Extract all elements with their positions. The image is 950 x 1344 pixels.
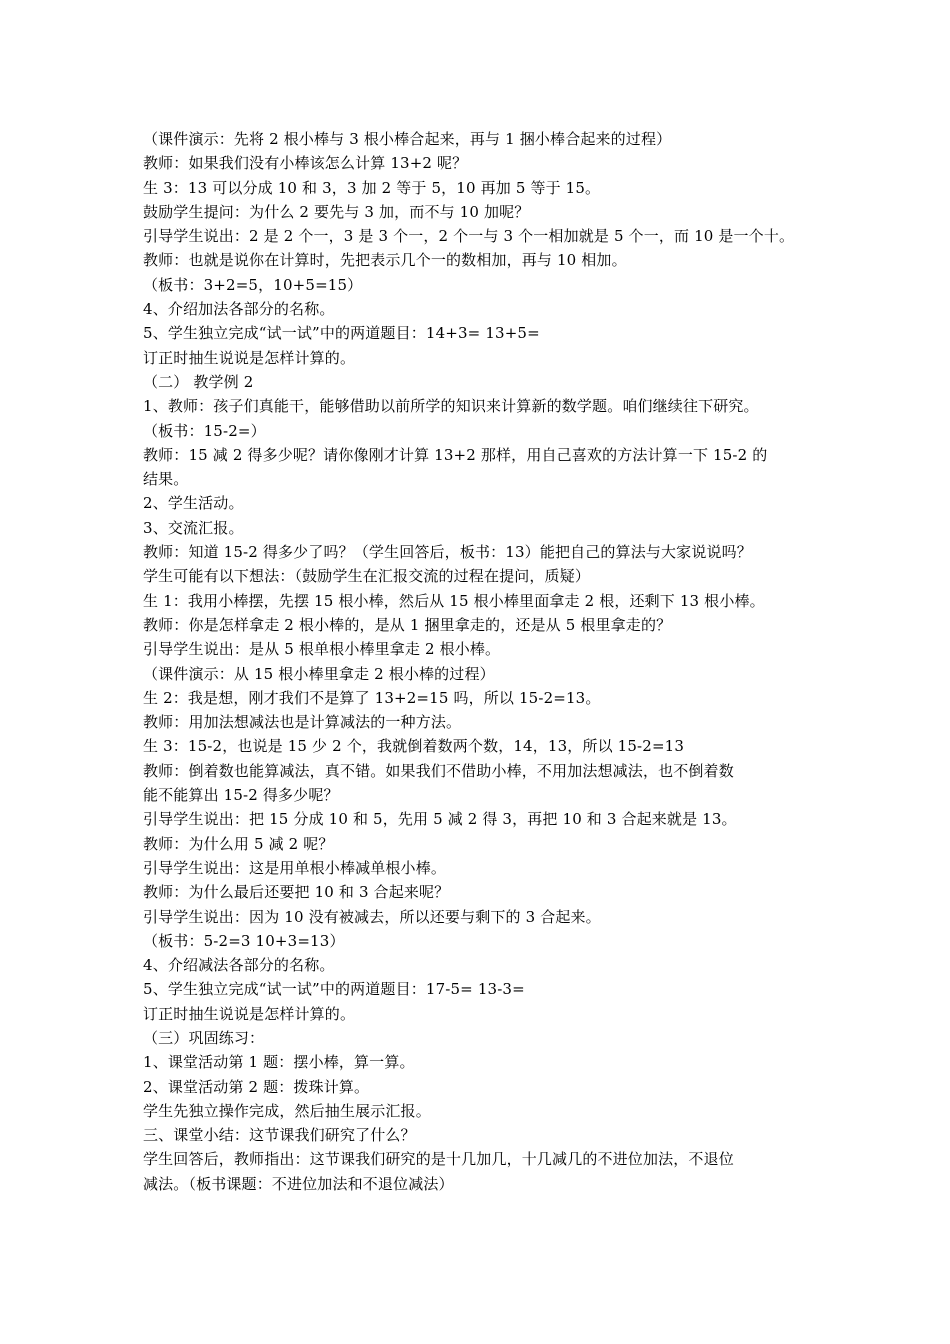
- text-line: 订正时抽生说说是怎样计算的。: [143, 1004, 356, 1023]
- text-line: 生 2：我是想，刚才我们不是算了 13+2=15 吗，所以 15-2=13。: [143, 688, 601, 707]
- text-line: 生 3：15-2，也说是 15 少 2 个，我就倒着数两个数，14，13，所以 15-2=13: [143, 737, 685, 756]
- text-line: （板书：15-2=）: [143, 421, 266, 440]
- text-line: 4、介绍加法各部分的名称。: [143, 300, 335, 319]
- text-line: 3、交流汇报。: [143, 518, 244, 537]
- text-line: 生 1：我用小棒摆，先摆 15 根小棒，然后从 15 根小棒里面拿走 2 根，还剩下 13 根小棒。: [143, 591, 765, 610]
- text-line: 结果。: [143, 470, 189, 489]
- text-line: （课件演示：先将 2 根小棒与 3 根小棒合起来，再与 1 捆小棒合起来的过程）: [143, 130, 672, 148]
- section-heading: 三、课堂小结：这节课我们研究了什么？: [143, 1126, 416, 1145]
- text-line: 鼓励学生提问：为什么 2 要先与 3 加，而不与 10 加呢？: [143, 202, 530, 221]
- text-line: 订正时抽生说说是怎样计算的。: [143, 348, 356, 367]
- text-line: 学生可能有以下想法：（鼓励学生在汇报交流的过程在提问，质疑）: [143, 567, 591, 586]
- text-line: 教师：倒着数也能算减法，真不错。如果我们不借助小棒，不用加法想减法，也不倒着数: [143, 761, 734, 780]
- text-line: 2、课堂活动第 2 题：拨珠计算。: [143, 1077, 370, 1096]
- text-line: 减法。（板书课题：不进位加法和不退位减法）: [143, 1174, 454, 1193]
- text-line: 教师：15 减 2 得多少呢？请你像刚才计算 13+2 那样，用自己喜欢的方法计算一下 15-2 的: [143, 445, 768, 464]
- text-line: 1、课堂活动第 1 题：摆小棒，算一算。: [143, 1053, 415, 1072]
- text-line: 生 3：13 可以分成 10 和 3，3 加 2 等于 5，10 再加 5 等于 15。: [143, 178, 601, 197]
- text-line: 5、学生独立完成“试一试”中的两道题目：17-5= 13-3=: [143, 980, 525, 999]
- document-body: [143, 127, 823, 1196]
- text-line: 教师：用加法想减法也是计算减法的一种方法。: [143, 713, 462, 732]
- text-line: 教师：也就是说你在计算时，先把表示几个一的数相加，再与 10 相加。: [143, 251, 627, 270]
- text-line: 2、学生活动。: [143, 494, 244, 513]
- section-heading: （二） 教学例 2: [143, 372, 254, 391]
- text-line: 引导学生说出：2 是 2 个一，3 是 3 个一，2 个一与 3 个一相加就是 5 个一，而 10 是一个十。: [143, 227, 795, 246]
- text-line: 能不能算出 15-2 得多少呢？: [143, 786, 339, 805]
- text-line: 教师：如果我们没有小棒该怎么计算 13+2 呢？: [143, 154, 468, 173]
- text-line: 教师：为什么最后还要把 10 和 3 合起来呢？: [143, 883, 450, 902]
- text-line: 学生先独立操作完成，然后抽生展示汇报。: [143, 1101, 431, 1120]
- section-heading: （三）巩固练习：: [143, 1028, 265, 1047]
- text-line: 教师：为什么用 5 减 2 呢？: [143, 834, 334, 853]
- text-line: 4、介绍减法各部分的名称。: [143, 956, 335, 975]
- text-line: （板书：3+2=5，10+5=15）: [143, 275, 363, 294]
- text-line: 引导学生说出：把 15 分成 10 和 5，先用 5 减 2 得 3，再把 10 和 3 合起来就是 13。: [143, 810, 737, 829]
- text-line: 学生回答后，教师指出：这节课我们研究的是十几加几，十几减几的不进位加法，不退位: [143, 1150, 734, 1169]
- text-line: 教师：知道 15-2 得多少了吗？（学生回答后，板书：13）能把自己的算法与大家说说吗？: [143, 543, 752, 562]
- text-line: 教师：你是怎样拿走 2 根小棒的，是从 1 捆里拿走的，还是从 5 根里拿走的？: [143, 615, 672, 634]
- text-line: 5、学生独立完成“试一试”中的两道题目：14+3= 13+5=: [143, 324, 540, 343]
- text-line: 引导学生说出：是从 5 根单根小棒里拿走 2 根小棒。: [143, 640, 501, 659]
- text-line: 1、教师：孩子们真能干，能够借助以前所学的知识来计算新的数学题。咱们继续往下研究。: [143, 397, 759, 416]
- text-line: 引导学生说出：这是用单根小棒减单根小棒。: [143, 858, 447, 877]
- text-line: （板书：5-2=3 10+3=13）: [143, 931, 345, 950]
- text-line: （课件演示：从 15 根小棒里拿走 2 根小棒的过程）: [143, 664, 495, 683]
- text-line: 引导学生说出：因为 10 没有被减去，所以还要与剩下的 3 合起来。: [143, 907, 601, 926]
